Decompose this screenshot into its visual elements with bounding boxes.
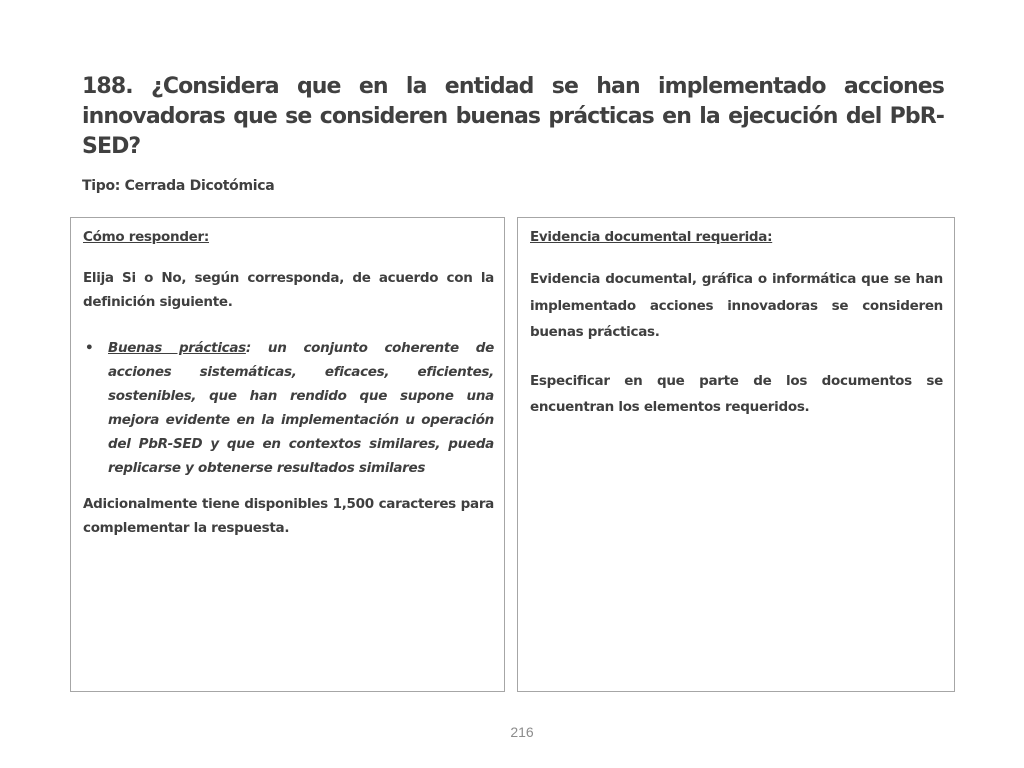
page-title: 188. ¿Considera que en la entidad se han implementado acciones innovadoras que se consideren buenas prácticas en la ejecución del PbR-SED?	[82, 74, 944, 159]
how-to-answer-intro: Elija Si o No, según corresponda, de acuerdo con la definición siguiente.	[83, 270, 494, 310]
question-type: Tipo: Cerrada Dicotómica	[82, 178, 275, 194]
evidence-heading: Evidencia documental requerida:	[530, 229, 773, 245]
page-number: 216	[510, 724, 534, 740]
evidence-paragraph-2: Especificar en que parte de los documentos se encuentran los elementos requeridos.	[530, 372, 943, 415]
how-to-answer-heading: Cómo responder:	[83, 229, 209, 245]
evidence-paragraph-1: Evidencia documental, gráfica o informática que se han implementado acciones innovadoras se consideren buenas prácticas.	[530, 271, 943, 340]
evidence-panel	[517, 217, 955, 692]
definition-term: Buenas prácticas	[108, 340, 246, 356]
how-to-answer-panel	[70, 217, 505, 692]
definition-item	[83, 336, 494, 480]
bullet-marker: •	[85, 340, 94, 356]
definition-list	[83, 336, 494, 480]
definition-text: : un conjunto coherente de acciones sistemáticas, eficaces, eficientes, sostenibles, que han rendido que supone una mejora evidente en la implementación u operación del PbR-SED y que en contextos similares, pueda replicarse y obtenerse resultados similares	[108, 340, 495, 476]
additional-characters-note: Adicionalmente tiene disponibles 1,500 caracteres para complementar la respuesta.	[83, 496, 494, 536]
